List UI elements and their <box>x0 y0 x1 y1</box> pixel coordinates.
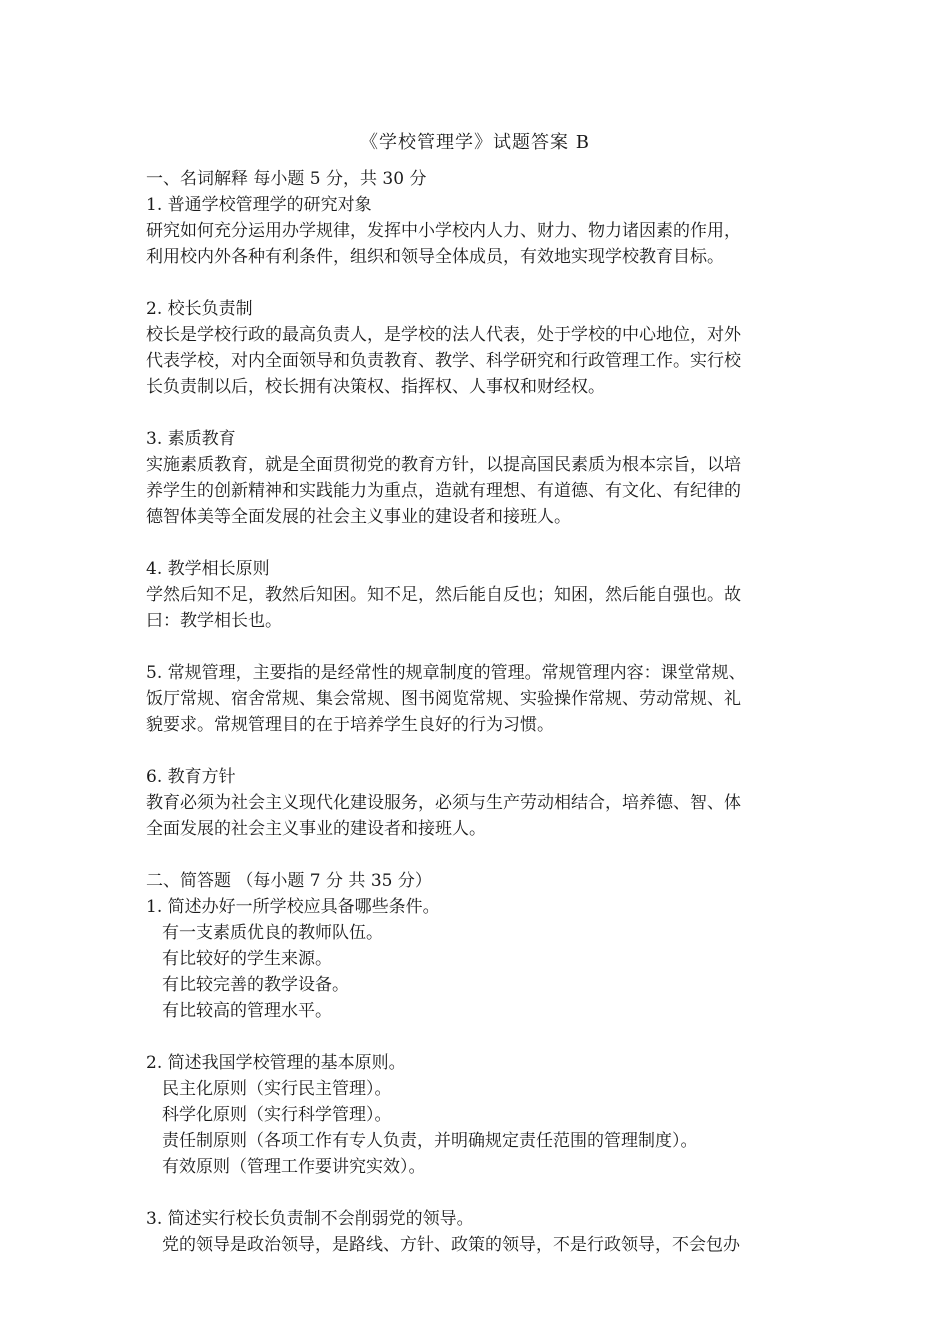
section-heading: 一、名词解释 每小题 5 分，共 30 分 <box>146 169 427 189</box>
definition-line: 曰：教学相长也。 <box>146 611 282 631</box>
definition-line: 研究如何充分运用办学规律，发挥中小学校内人力、财力、物力诸因素的作用， <box>146 221 741 241</box>
document-body <box>146 166 810 1258</box>
definition-line: 利用校内外各种有利条件，组织和领导全体成员，有效地实现学校教育目标。 <box>146 247 724 267</box>
answer-line: 有比较高的管理水平。 <box>162 1001 332 1021</box>
section-heading: 二、简答题 （每小题 7 分 共 35 分） <box>146 871 432 891</box>
answer-line: 有比较好的学生来源。 <box>162 949 332 969</box>
definition-line: 代表学校，对内全面领导和负责教育、教学、科学研究和行政管理工作。实行校 <box>146 351 741 371</box>
answer-line: 有比较完善的教学设备。 <box>162 975 349 995</box>
definition-line: 学然后知不足，教然后知困。知不足，然后能自反也；知困，然后能自强也。故 <box>146 585 741 605</box>
definition-line: 全面发展的社会主义事业的建设者和接班人。 <box>146 819 486 839</box>
term-heading: 4. 教学相长原则 <box>146 559 270 579</box>
definition-line: 德智体美等全面发展的社会主义事业的建设者和接班人。 <box>146 507 571 527</box>
definition-line: 校长是学校行政的最高负责人，是学校的法人代表，处于学校的中心地位，对外 <box>146 325 741 345</box>
question-heading: 2. 简述我国学校管理的基本原则。 <box>146 1053 406 1073</box>
answer-line: 民主化原则（实行民主管理）。 <box>162 1079 392 1099</box>
term-heading: 3. 素质教育 <box>146 429 236 449</box>
definition-line: 长负责制以后，校长拥有决策权、指挥权、人事权和财经权。 <box>146 377 605 397</box>
answer-line: 有效原则（管理工作要讲究实效）。 <box>162 1157 426 1177</box>
term-heading: 2. 校长负责制 <box>146 299 253 319</box>
definition-line: 养学生的创新精神和实践能力为重点，造就有理想、有道德、有文化、有纪律的 <box>146 481 741 501</box>
answer-line: 有一支素质优良的教师队伍。 <box>162 923 383 943</box>
question-heading: 3. 简述实行校长负责制不会削弱党的领导。 <box>146 1209 474 1229</box>
definition-line: 教育必须为社会主义现代化建设服务，必须与生产劳动相结合，培养德、智、体 <box>146 793 741 813</box>
answer-line: 责任制原则（各项工作有专人负责，并明确规定责任范围的管理制度）。 <box>162 1131 698 1151</box>
term-heading: 6. 教育方针 <box>146 767 236 787</box>
definition-line: 饭厅常规、宿舍常规、集会常规、图书阅览常规、实验操作常规、劳动常规、礼 <box>146 689 741 709</box>
term-heading: 1. 普通学校管理学的研究对象 <box>146 195 372 215</box>
answer-line: 党的领导是政治领导，是路线、方针、政策的领导，不是行政领导，不会包办 <box>162 1235 740 1255</box>
answer-line: 科学化原则（实行科学管理）。 <box>162 1105 392 1125</box>
question-heading: 1. 简述办好一所学校应具备哪些条件。 <box>146 897 440 917</box>
definition-line: 5. 常规管理，主要指的是经常性的规章制度的管理。常规管理内容：课堂常规、 <box>146 663 746 683</box>
definition-line: 实施素质教育，就是全面贯彻党的教育方针，以提高国民素质为根本宗旨，以培 <box>146 455 741 475</box>
document-title: 《学校管理学》试题答案 B <box>360 132 590 153</box>
definition-line: 貌要求。常规管理目的在于培养学生良好的行为习惯。 <box>146 715 554 735</box>
